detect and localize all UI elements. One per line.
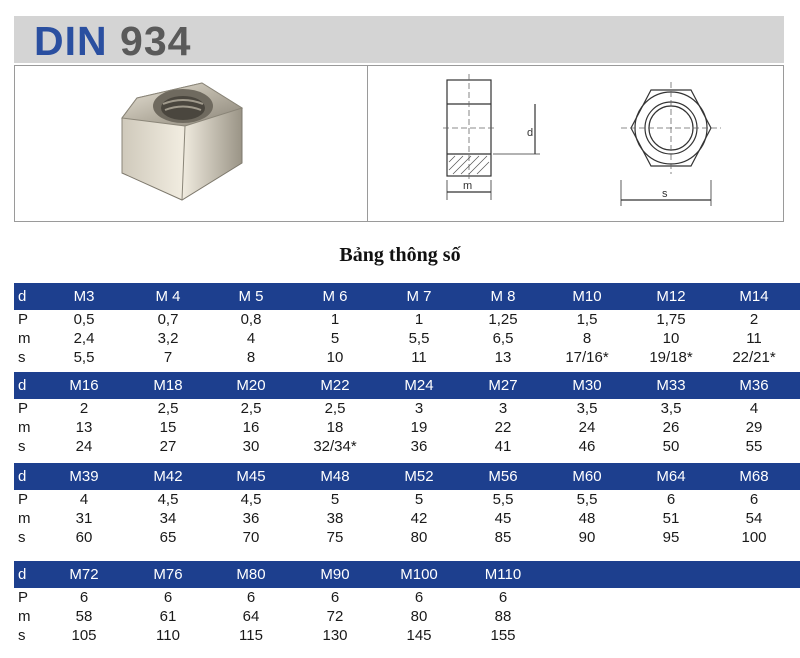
table-cell: 1,75: [656, 311, 686, 328]
table-cell: 11: [746, 330, 762, 347]
size-header-cell: M39: [69, 468, 99, 485]
size-header-cell: M12: [656, 288, 686, 305]
table-cell: 2,5: [240, 400, 262, 417]
size-header-cell: M30: [572, 377, 602, 394]
image-frame: [14, 65, 784, 222]
table-cell: 4: [246, 330, 256, 347]
title-number: 934: [120, 18, 192, 64]
size-header-cell: M3: [73, 288, 95, 305]
table-heading: Bảng thông số: [339, 244, 461, 266]
table-cell: 1: [330, 311, 340, 328]
table-cell: 1,25: [488, 311, 518, 328]
size-header-cell: M36: [739, 377, 769, 394]
table-cell: 6: [749, 491, 759, 508]
table-cell: 11: [411, 349, 427, 366]
table-cell: 6: [330, 589, 340, 606]
table-cell: 36: [410, 438, 428, 455]
size-header-cell: M90: [320, 566, 350, 583]
table-cell: 22/21*: [732, 349, 776, 366]
table-cell: 48: [578, 510, 596, 527]
table-cell: 2,5: [324, 400, 346, 417]
table-cell: 3,5: [660, 400, 682, 417]
row-label: s: [18, 627, 26, 644]
table-cell: 7: [163, 349, 173, 366]
size-header-cell: M76: [153, 566, 183, 583]
table-cell: 13: [75, 419, 93, 436]
table-cell: 8: [246, 349, 256, 366]
table-cell: 145: [406, 627, 432, 644]
row-label: d: [18, 288, 27, 305]
table-cell: 24: [578, 419, 596, 436]
table-cell: 4: [749, 400, 759, 417]
spec-table: [14, 561, 800, 645]
table-cell: 4,5: [240, 491, 262, 508]
size-header-cell: M110: [484, 566, 522, 583]
row-label: m: [18, 510, 31, 527]
table-cell: 30: [242, 438, 260, 455]
table-row-width: [14, 437, 800, 456]
size-header-cell: M16: [69, 377, 99, 394]
table-cell: 105: [71, 627, 97, 644]
table-cell: 24: [75, 438, 93, 455]
dim-label-s: s: [662, 188, 668, 200]
table-cell: 8: [582, 330, 592, 347]
table-cell: 2: [749, 311, 759, 328]
size-header-cell: M 8: [490, 288, 516, 305]
table-cell: 5: [330, 330, 340, 347]
spec-table: [14, 463, 800, 547]
table-cell: 65: [159, 529, 177, 546]
size-header-cell: M27: [488, 377, 518, 394]
table-cell: 6: [498, 589, 508, 606]
row-label: d: [18, 377, 27, 394]
size-header-cell: M 5: [238, 288, 264, 305]
size-header-cell: M 6: [322, 288, 348, 305]
table-row-pitch: [14, 310, 800, 329]
table-row-width: [14, 528, 800, 547]
table-header-row: [14, 283, 800, 310]
table-cell: 2,5: [157, 400, 179, 417]
table-cell: 75: [326, 529, 344, 546]
row-label: P: [18, 589, 29, 606]
size-header-cell: M 4: [155, 288, 181, 305]
table-cell: 18: [326, 419, 344, 436]
size-header-cell: M20: [236, 377, 266, 394]
table-cell: 6: [79, 589, 89, 606]
size-header-cell: M24: [404, 377, 434, 394]
row-label: P: [18, 400, 29, 417]
size-header-cell: M10: [572, 288, 602, 305]
size-header-cell: M60: [572, 468, 602, 485]
table-cell: 64: [242, 608, 260, 625]
table-cell: 1: [414, 311, 424, 328]
table-row-width: [14, 348, 800, 367]
table-cell: 13: [494, 349, 512, 366]
table-cell: 80: [410, 529, 428, 546]
table-cell: 1,5: [576, 311, 598, 328]
row-label: P: [18, 491, 29, 508]
table-row-pitch: [14, 399, 800, 418]
table-cell: 42: [410, 510, 428, 527]
row-label: s: [18, 349, 26, 366]
table-row-pitch: [14, 490, 800, 509]
table-cell: 0,5: [73, 311, 95, 328]
table-cell: 54: [745, 510, 763, 527]
table-cell: 90: [578, 529, 596, 546]
table-cell: 29: [745, 419, 763, 436]
table-cell: 27: [159, 438, 177, 455]
table-row-height: [14, 329, 800, 348]
table-header-row: [14, 372, 800, 399]
table-row-height: [14, 607, 800, 626]
table-cell: 88: [494, 608, 512, 625]
table-cell: 36: [242, 510, 260, 527]
size-header-cell: M100: [400, 566, 438, 583]
size-header-cell: M48: [320, 468, 350, 485]
table-cell: 5,5: [408, 330, 430, 347]
table-cell: 6: [163, 589, 173, 606]
table-cell: 15: [159, 419, 177, 436]
table-cell: 3,2: [157, 330, 179, 347]
table-cell: 26: [662, 419, 680, 436]
table-cell: 34: [159, 510, 177, 527]
table-cell: 19: [410, 419, 428, 436]
row-label: m: [18, 419, 31, 436]
row-label: P: [18, 311, 29, 328]
table-cell: 55: [745, 438, 763, 455]
table-cell: 95: [662, 529, 680, 546]
table-cell: 41: [494, 438, 512, 455]
table-cell: 22: [494, 419, 512, 436]
row-label: d: [18, 566, 27, 583]
table-cell: 6: [666, 491, 676, 508]
table-cell: 155: [490, 627, 516, 644]
table-cell: 3,5: [576, 400, 598, 417]
size-header-cell: M80: [236, 566, 266, 583]
table-cell: 0,7: [157, 311, 179, 328]
table-cell: 4: [79, 491, 89, 508]
table-header-row: [14, 561, 800, 588]
table-cell: 110: [156, 627, 180, 644]
table-cell: 80: [410, 608, 428, 625]
table-cell: 60: [75, 529, 93, 546]
row-label: s: [18, 529, 26, 546]
technical-drawing: [385, 68, 785, 220]
table-cell: 31: [75, 510, 93, 527]
table-cell: 5,5: [492, 491, 514, 508]
table-cell: 85: [494, 529, 512, 546]
page-title: [34, 18, 191, 65]
dim-label-m: m: [463, 180, 473, 192]
table-cell: 2: [79, 400, 89, 417]
spec-table: [14, 372, 800, 456]
row-label: d: [18, 468, 27, 485]
table-cell: 16: [242, 419, 260, 436]
table-cell: 72: [326, 608, 344, 625]
dim-label-d: d: [527, 127, 534, 139]
table-cell: 19/18*: [649, 349, 693, 366]
table-row-width: [14, 626, 800, 645]
size-header-cell: M14: [739, 288, 769, 305]
hex-nut-photo: [107, 78, 257, 208]
size-header-cell: M 7: [406, 288, 432, 305]
table-cell: 4,5: [157, 491, 179, 508]
table-row-pitch: [14, 588, 800, 607]
row-label: s: [18, 438, 26, 455]
table-cell: 10: [662, 330, 680, 347]
size-header-cell: M64: [656, 468, 686, 485]
table-cell: 3: [414, 400, 424, 417]
table-cell: 2,4: [73, 330, 95, 347]
size-header-cell: M45: [236, 468, 266, 485]
size-header-cell: M22: [320, 377, 350, 394]
table-cell: 100: [741, 529, 767, 546]
size-header-cell: M72: [69, 566, 99, 583]
frame-divider: [367, 66, 368, 221]
table-cell: 6: [246, 589, 256, 606]
row-label: m: [18, 608, 31, 625]
table-cell: 61: [159, 608, 177, 625]
table-cell: 32/34*: [313, 438, 357, 455]
size-header-cell: M42: [153, 468, 183, 485]
table-cell: 5: [330, 491, 340, 508]
table-cell: 130: [322, 627, 348, 644]
table-cell: 70: [242, 529, 260, 546]
table-cell: 38: [326, 510, 344, 527]
table-cell: 51: [662, 510, 680, 527]
row-label: m: [18, 330, 31, 347]
spec-table: [14, 283, 800, 367]
table-row-height: [14, 418, 800, 437]
table-cell: 5: [414, 491, 424, 508]
table-row-height: [14, 509, 800, 528]
table-cell: 5,5: [73, 349, 95, 366]
table-cell: 6,5: [492, 330, 514, 347]
table-cell: 0,8: [240, 311, 262, 328]
table-cell: 5,5: [576, 491, 598, 508]
table-cell: 46: [578, 438, 596, 455]
title-bar: [14, 16, 784, 63]
table-cell: 115: [239, 627, 263, 644]
table-cell: 50: [662, 438, 680, 455]
size-header-cell: M52: [404, 468, 434, 485]
size-header-cell: M68: [739, 468, 769, 485]
table-cell: 3: [498, 400, 508, 417]
table-cell: 17/16*: [565, 349, 609, 366]
table-cell: 6: [414, 589, 424, 606]
table-cell: 45: [494, 510, 512, 527]
size-header-cell: M18: [153, 377, 183, 394]
title-standard: DIN: [34, 18, 108, 64]
size-header-cell: M33: [656, 377, 686, 394]
table-header-row: [14, 463, 800, 490]
table-cell: 58: [75, 608, 93, 625]
table-cell: 10: [326, 349, 344, 366]
size-header-cell: M56: [488, 468, 518, 485]
